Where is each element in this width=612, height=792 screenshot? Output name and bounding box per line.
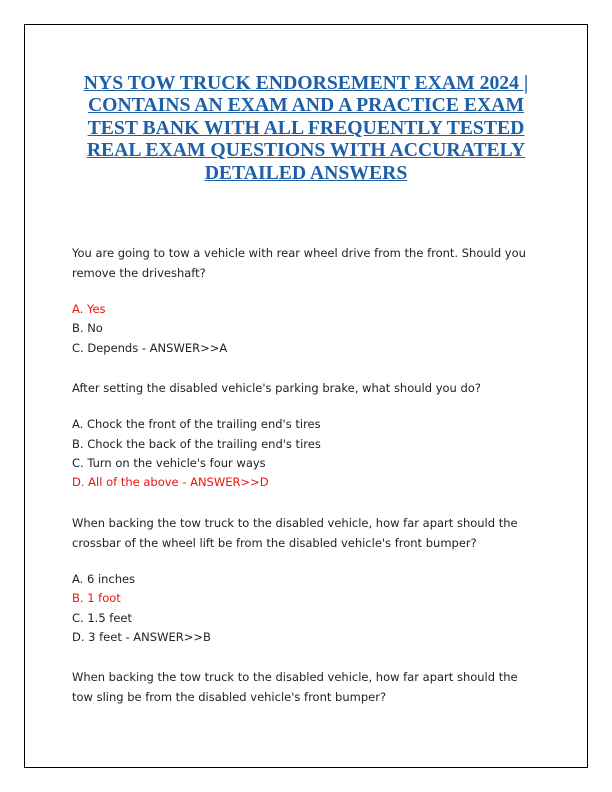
answer-option: C. Depends - ANSWER>>A [72,340,228,355]
answer-option-correct: A. Yes [72,302,106,316]
answer-option: B. No [72,321,103,336]
answer-option-correct: B. 1 foot [72,591,121,606]
question-text: When backing the tow truck to the disabled vehicle, how far apart should the crossbar of the wheel lift be from the disabled vehicle's front bumper? [72,515,518,550]
answer-option: A. 6 inches [72,571,136,586]
document-title: NYS TOW TRUCK ENDORSEMENT EXAM 2024 | CONTAINS AN EXAM AND A PRACTICE EXAM TEST BANK WITH ALL FREQUENTLY TESTED REAL EXAM QUESTIONS WITH ACCURATELY DETAILED ANSWERS [83,72,529,184]
answer-option: C. Turn on the vehicle's four ways [72,456,266,471]
answer-options [72,570,538,648]
answer-option-correct: D. All of the above - ANSWER>>D [72,475,269,490]
question-block [72,667,538,707]
answer-option: B. Chock the back of the trailing end's tires [72,436,321,451]
answer-option: C. 1.5 feet [72,610,132,625]
question-text: After setting the disabled vehicle's parking brake, what should you do? [72,381,481,396]
question-text: When backing the tow truck to the disabled vehicle, how far apart should the tow sling be from the disabled vehicle's front bumper? [72,670,518,705]
answer-options [72,300,538,358]
question-block [72,243,538,358]
question-block [72,513,538,648]
answer-option: A. Chock the front of the trailing end's tires [72,417,321,432]
question-text: You are going to tow a vehicle with rear wheel drive from the front. Should you remove the driveshaft? [72,246,526,280]
answer-options [72,415,538,493]
answer-option: D. 3 feet - ANSWER>>B [72,630,211,645]
question-block [72,378,538,493]
question-list [72,243,538,707]
